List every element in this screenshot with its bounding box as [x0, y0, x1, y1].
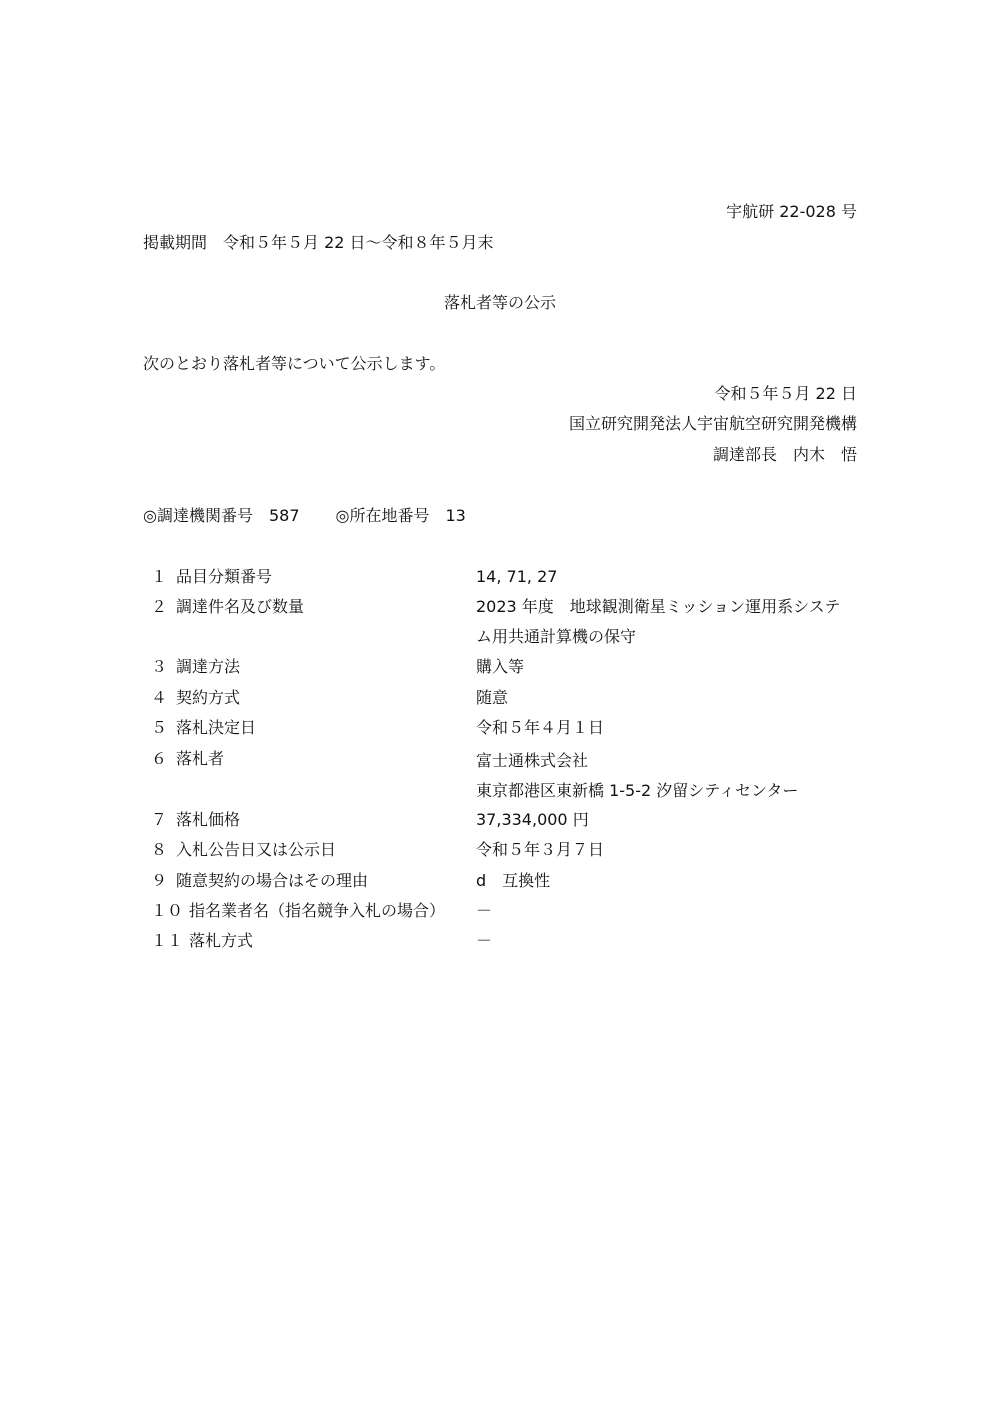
issue-date: 令和５年５月 22 日 [714, 384, 857, 403]
item-label: 随意契約の場合はその理由 [176, 871, 369, 890]
item-label: 調達方法 [176, 657, 241, 676]
item-value: 富士通株式会社 [476, 751, 589, 770]
page-title: 落札者等の公示 [443, 293, 556, 312]
item-label: 落札方式 [189, 931, 254, 950]
item-label: 指名業者名（指名競争入札の場合） [189, 901, 446, 920]
item-number: ４ [151, 688, 168, 707]
issuer-organization: 国立研究開発法人宇宙航空研究開発機構 [568, 414, 857, 433]
item-label: 落札価格 [176, 810, 241, 829]
item-value: 令和５年４月１日 [476, 718, 605, 737]
issuer-officer: 調達部長 内木 悟 [712, 445, 857, 464]
item-number: ８ [151, 840, 168, 859]
item-number: ３ [151, 657, 168, 676]
intro-text: 次のとおり落札者等について公示します。 [143, 354, 446, 373]
item-value: 令和５年３月７日 [476, 840, 605, 859]
item-value: 14, 71, 27 [476, 567, 558, 586]
item-label: 落札決定日 [176, 718, 257, 737]
item-label: 入札公告日又は公示日 [176, 840, 337, 859]
item-label: 調達件名及び数量 [176, 597, 305, 616]
item-value: 随意 [476, 688, 509, 707]
item-label: 品目分類番号 [176, 567, 273, 586]
item-number: １１ [151, 931, 184, 950]
item-value: － [476, 901, 493, 920]
agency-code: ◎調達機関番号 587 [143, 506, 300, 525]
item-number: ５ [151, 718, 168, 737]
item-value: 購入等 [476, 657, 525, 676]
posting-period: 掲載期間 令和５年５月 22 日～令和８年５月末 [143, 233, 494, 252]
item-value-continued: ム用共通計算機の保守 [476, 627, 637, 646]
item-value: 2023 年度 地球観測衛星ミッション運用系システ [476, 597, 841, 616]
item-label: 落札者 [176, 749, 225, 768]
item-number: １ [151, 567, 168, 586]
item-value: d 互換性 [476, 871, 551, 890]
item-value: － [476, 931, 493, 950]
item-label: 契約方式 [176, 688, 241, 707]
item-number: ９ [151, 871, 168, 890]
document-number: 宇航研 22-028 号 [726, 202, 857, 221]
location-code: ◎所在地番号 13 [335, 506, 466, 525]
item-value-continued: 東京都港区東新橋 1-5-2 汐留シティセンター [476, 781, 799, 800]
item-number: ２ [151, 597, 168, 616]
item-number: ７ [151, 810, 168, 829]
codes-line [143, 506, 466, 526]
item-value: 37,334,000 円 [476, 810, 589, 829]
item-number: ６ [151, 749, 168, 768]
item-number: １０ [151, 901, 184, 920]
